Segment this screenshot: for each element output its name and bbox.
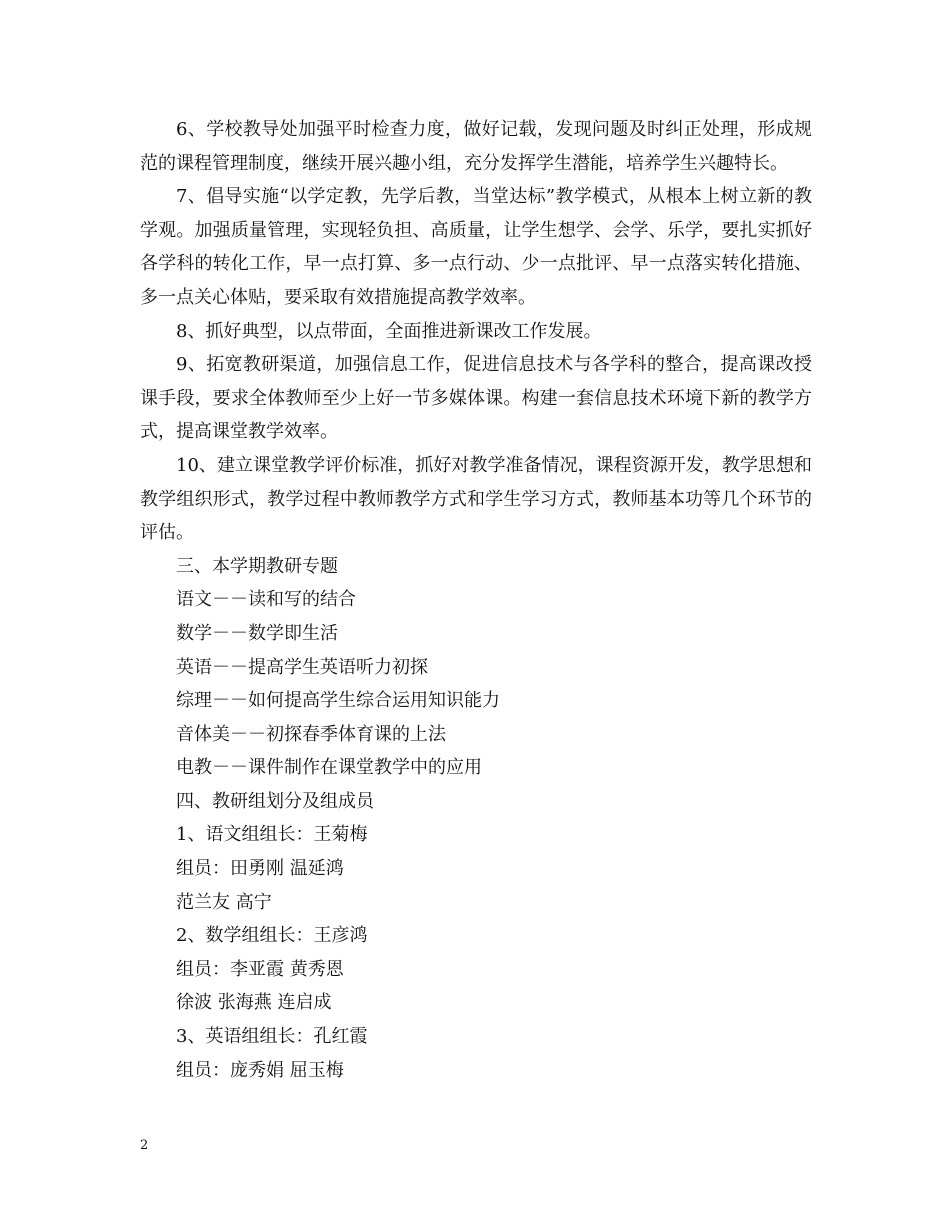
section-heading-research-topics: 三、本学期教研专题 xyxy=(176,555,338,577)
topic-math: 数学－－数学即生活 xyxy=(176,622,338,644)
group-math-members-cont: 徐波 张海燕 连启成 xyxy=(176,992,332,1014)
topic-media: 电教－－课件制作在课堂教学中的应用 xyxy=(176,757,482,779)
topic-science: 综理－－如何提高学生综合运用知识能力 xyxy=(176,690,500,712)
group-math-leader: 2、数学组组长：王彦鸿 xyxy=(176,925,368,947)
group-english-members: 组员：庞秀娟 屈玉梅 xyxy=(176,1059,344,1081)
section-heading-groups: 四、教研组划分及组成员 xyxy=(176,790,374,812)
group-math-members: 组员：李亚霞 黄秀恩 xyxy=(176,958,344,980)
group-chinese-members-cont: 范兰友 高宁 xyxy=(176,891,272,913)
page-number: 2 xyxy=(140,1138,149,1153)
group-chinese-leader: 1、语文组组长：王菊梅 xyxy=(176,824,368,846)
group-english-leader: 3、英语组组长：孔红霞 xyxy=(176,1026,368,1048)
topic-english: 英语－－提高学生英语听力初探 xyxy=(176,656,428,678)
topic-chinese: 语文－－读和写的结合 xyxy=(176,589,356,611)
group-chinese-members: 组员：田勇刚 温延鸿 xyxy=(176,858,344,880)
paragraph-item-8: 8、抓好典型，以点带面，全面推进新课改工作发展。 xyxy=(176,320,602,342)
paragraph-item-7: 7、倡导实施“以学定教，先学后教，当堂达标”教学模式，从根本上树立新的教学观。加强质量管理，实现轻负担、高质量，让学生想学、会学、乐学，要扎实抓好各学科的转化工作，早一点打算、多一点行动、少一点批评、早一点落实转化措施、多一点关心体贴，要采取有效措施提高教学效率。 xyxy=(140,186,812,308)
paragraph-item-10: 10、建立课堂教学评价标准，抓好对教学准备情况，课程资源开发，教学思想和教学组织形式，教学过程中教师教学方式和学生学习方式，教师基本功等几个环节的评估。 xyxy=(140,454,812,544)
paragraph-item-9: 9、拓宽教研渠道，加强信息工作，促进信息技术与各学科的整合，提高课改授课手段，要求全体教师至少上好一节多媒体课。构建一套信息技术环境下新的教学方式，提高课堂教学效率。 xyxy=(140,354,812,443)
document-body xyxy=(140,113,812,1087)
paragraph-item-6: 6、学校教导处加强平时检查力度，做好记载，发现问题及时纠正处理，形成规范的课程管理制度，继续开展兴趣小组，充分发挥学生潜能，培养学生兴趣特长。 xyxy=(140,119,812,174)
topic-arts-pe: 音体美－－初探春季体育课的上法 xyxy=(176,723,446,745)
